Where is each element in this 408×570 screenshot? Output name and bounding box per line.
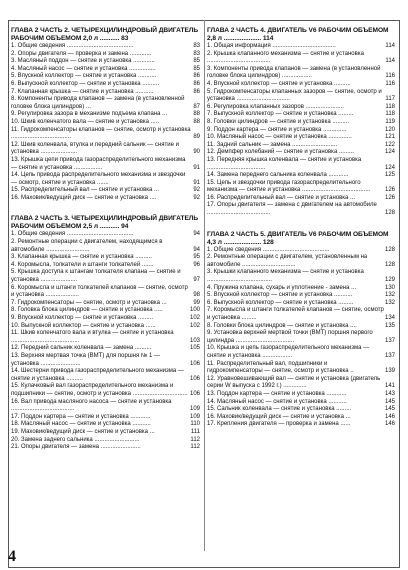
toc-entry-title: 11. Распределительный вал, подшипники и гидрокомпенсаторы — снятие, осмотр и установка .. xyxy=(207,360,354,375)
toc-entry-page: 137 xyxy=(384,352,395,359)
toc-entry-page: 106 xyxy=(189,360,200,367)
toc-entry-page: 111 xyxy=(190,428,200,435)
toc-entry-page: 128 xyxy=(384,261,395,268)
toc-entry[interactable] xyxy=(207,399,395,407)
section-title: ГЛАВА 2 ЧАСТЬ 3. ЧЕТЫРЕХЦИЛИНДРОВЫЙ ДВИГАТЕЛЬ РАБОЧИМ ОБЪЕМОМ 2,5 л ........... 94 xyxy=(11,215,199,231)
toc-entry-title: 7. Гидрокомпенсаторы — снятие, осмотр и установка ... xyxy=(11,299,167,306)
toc-entry-title: 7. Выпускной коллектор — снятие и установка ......... xyxy=(207,111,354,118)
toc-entry[interactable] xyxy=(11,58,200,66)
toc-entry-title: 10. Шкив коленчатого вала — снятие и установка ..... xyxy=(11,118,159,125)
toc-entry-title: 1. Общая информация ...................................... xyxy=(207,43,336,49)
toc-entry-page: 122 xyxy=(384,141,395,148)
toc-entry-page: 105 xyxy=(189,345,200,352)
toc-section xyxy=(11,27,200,202)
toc-entry-title: 9. Впускной коллектор — снятие и установка ......... xyxy=(11,315,154,321)
toc-entry-page: 121 xyxy=(384,134,395,141)
toc-entry-page: 89 xyxy=(193,134,200,141)
toc-entry-page: 92 xyxy=(193,187,200,194)
toc-entry-page: 109 xyxy=(189,406,200,413)
toc-entry-title: 12. Уравновешивающий вал — снятие и установка (двигатель серии W выпуска с 1992 г.) .............. xyxy=(207,375,381,390)
toc-entry-title: 14. Замена переднего сальника коленвала ............ xyxy=(207,172,349,179)
toc-entry[interactable] xyxy=(207,51,395,66)
toc-entry-title: 7. Клапанная крышка — снятие и установка ........... xyxy=(11,88,154,95)
toc-entry-title: 17. Крепления двигателя — проверка и замена ...... xyxy=(207,421,351,428)
toc-entry-page: 116 xyxy=(385,80,395,87)
toc-entry-title: 17. Поддон картера — снятие и установка ............ xyxy=(11,413,151,420)
toc-entry-page: 110 xyxy=(190,421,200,428)
toc-entry-title: 8. Головка блока цилиндров — снятие и установка ..... xyxy=(11,307,163,314)
toc-entry[interactable] xyxy=(207,292,395,300)
toc-entry-page: 96 xyxy=(193,261,200,268)
toc-entry-title: 2. Крышка клапанного механизма — снятие и установка ...................................... xyxy=(207,50,364,65)
toc-entry[interactable] xyxy=(207,81,395,89)
toc-entry[interactable] xyxy=(11,81,200,89)
toc-entry-page: 146 xyxy=(384,413,395,420)
toc-entry-page: 114 xyxy=(385,43,395,49)
toc-entry-page: 120 xyxy=(384,126,395,133)
toc-entry[interactable] xyxy=(11,330,200,345)
toc-entry[interactable] xyxy=(207,149,395,157)
toc-entry-title: 8. Компоненты привода клапанов — замена (в установленной головке блока цилиндров) ... xyxy=(11,96,185,110)
toc-entry-page: 118 xyxy=(385,111,395,118)
toc-entry-page: 124 xyxy=(384,164,395,171)
toc-entry[interactable] xyxy=(207,414,395,422)
toc-entry-title: 14. Шестерни привода газораспределительного механизма — снятие и установка .......... xyxy=(11,368,184,382)
toc-entry[interactable] xyxy=(207,134,395,142)
toc-entry-page: 97 xyxy=(193,277,200,284)
toc-entry-title: 10. Выпускной коллектор — снятие и установка ...... xyxy=(11,322,156,329)
toc-entry[interactable] xyxy=(207,119,395,127)
toc-entry[interactable] xyxy=(11,307,200,315)
toc-entry-title: 10. Масляный насос — снятие и установка .............. xyxy=(207,134,352,141)
toc-entry-page: 102 xyxy=(189,322,200,329)
toc-entry-page: 103 xyxy=(189,337,200,344)
toc-entry-title: 11. Задний сальник — замена ........................... xyxy=(207,141,338,148)
toc-entry-page: 95 xyxy=(193,254,200,261)
toc-entry-title: 4. Масляный насос — снятие и установка ................ xyxy=(11,65,156,72)
toc-entry[interactable] xyxy=(207,421,395,429)
toc-entry[interactable] xyxy=(11,323,200,331)
toc-entry-page: 94 xyxy=(193,246,200,253)
toc-entry-page: 88 xyxy=(193,111,200,118)
toc-entry-page: 83 xyxy=(193,43,200,49)
toc-entry-title: 13. Поддон картера — снятие и установка ............ xyxy=(207,390,347,397)
toc-entry[interactable] xyxy=(207,307,395,322)
toc-entry-page: 137 xyxy=(384,337,395,344)
toc-entry-title: 19. Маховик/ведущий диск — снятие и установка ... xyxy=(11,428,155,435)
toc-entry[interactable] xyxy=(207,66,395,81)
toc-entry-title: 6. Регулировка клапанных зазоров ....................... xyxy=(207,103,344,110)
toc-entry-page: 112 xyxy=(190,444,200,451)
toc-entry-page: 87 xyxy=(193,103,200,110)
toc-entry-title: 2. Ремонтные операции с двигателем, находящимся в автомобиле .......................... xyxy=(11,239,163,253)
page-number: 4 xyxy=(8,548,16,565)
toc-entry-page: 88 xyxy=(193,118,200,125)
toc-entry[interactable] xyxy=(11,111,200,119)
toc-entry-page: 135 xyxy=(384,322,395,329)
toc-entry[interactable] xyxy=(207,43,395,51)
toc-entry-title: 1. Общие сведения ........................................ xyxy=(207,246,330,253)
toc-entry-title: 13. Крышка цепи привода газораспределительного механизма — снятие и установка ................. xyxy=(11,156,186,171)
toc-entry-page: 83 xyxy=(193,50,200,57)
toc-entry[interactable] xyxy=(11,187,200,195)
toc-entry-page: 145 xyxy=(384,406,395,413)
toc-entry[interactable] xyxy=(207,361,395,376)
toc-entry-page: 94 xyxy=(193,231,200,238)
toc-section xyxy=(11,215,200,451)
toc-entry-title: 1. Общие сведения ........................................ xyxy=(11,43,134,49)
toc-entry-title: 9. Поддон картера — снятие и установка .............. xyxy=(207,126,347,133)
toc-entry[interactable] xyxy=(207,172,395,180)
toc-entry[interactable] xyxy=(11,353,200,368)
toc-entry-title: 16. Маховик/ведущий диск — снятие и установка ... xyxy=(207,413,351,420)
toc-entry-title: 3. Клапанная крышка — снятие и установка .......... xyxy=(11,254,152,261)
toc-entry-title: 14. Масляный насос — снятие и установка ........... xyxy=(207,398,347,405)
toc-entry-title: 11. Гидрокомпенсаторы клапанов — снятие, осмотр и установка .................................... xyxy=(11,126,191,141)
toc-entry-title: 21. Опоры двигателя — замена ........................ xyxy=(11,444,141,451)
toc-entry[interactable] xyxy=(11,421,200,429)
toc-entry[interactable] xyxy=(207,195,395,203)
toc-entry-page: 106 xyxy=(189,375,200,382)
toc-entry-page: 128 xyxy=(384,246,395,253)
toc-entry-title: 15. Кулачковый вал газораспределительного механизма и подшипники — снятие, осмотр и установка ................................. xyxy=(11,383,188,397)
toc-entry-page: 124 xyxy=(384,149,395,156)
toc-entry[interactable] xyxy=(11,383,200,398)
toc-entry-title: 8. Головки цилиндров — снятие и установка .......... xyxy=(207,118,350,125)
toc-entry-page: 99 xyxy=(193,299,200,306)
toc-entry-page: 125 xyxy=(384,172,395,179)
toc-entry-page: 91 xyxy=(193,164,200,171)
column-divider xyxy=(204,20,205,551)
toc-entry-title: 12. Демпфер колебаний — снятие и установка ......... xyxy=(207,149,354,156)
toc-entry[interactable] xyxy=(11,254,200,262)
toc-entry-page: 91 xyxy=(193,179,200,186)
toc-entry-title: 15. Распределительный вал — снятие и установка ... xyxy=(11,187,160,194)
toc-entry-page: 114 xyxy=(385,58,395,65)
toc-entry-page: 85 xyxy=(193,65,200,72)
toc-entry[interactable] xyxy=(11,157,200,172)
toc-entry-title: 14. Цепь привода распределительного механизма и звездочки — осмотр, снятие и установка ....... xyxy=(11,172,186,186)
toc-entry-title: 3. Масляный поддон — снятие и установка ............. xyxy=(11,58,155,65)
toc-entry[interactable] xyxy=(11,43,200,51)
toc-entry[interactable] xyxy=(207,157,395,172)
toc-entry-page: 143 xyxy=(384,390,395,397)
toc-entry-page: 139 xyxy=(384,368,395,375)
toc-entry-page: 119 xyxy=(385,118,395,125)
toc-entry-title: 16. Маховик/ведущий диск — снятие и установка .... xyxy=(11,194,157,201)
toc-entry-title: 16. Вал привода масляного насоса — снятие и установка ...................................... xyxy=(11,398,172,413)
toc-entry[interactable] xyxy=(11,119,200,127)
toc-entry-title: 12. Передний сальник коленвала — замена .......... xyxy=(11,345,152,352)
toc-entry[interactable] xyxy=(11,269,200,284)
toc-entry-page: 146 xyxy=(384,421,395,428)
toc-entry-title: 6. Выпускной коллектор — снятие и установка ......... xyxy=(207,299,354,306)
toc-entry-title: 1. Общие сведения ........................................ xyxy=(11,231,134,238)
toc-entry[interactable] xyxy=(11,73,200,81)
toc-entry-title: 3. Крышки клапанного механизма — снятие и установка ....................................... xyxy=(207,269,364,284)
toc-entry[interactable] xyxy=(11,172,200,187)
toc-entry-title: 9. Регулировка зазора в механизме подъема клапана ... xyxy=(11,111,168,118)
toc-section xyxy=(207,231,395,429)
toc-entry-page: 128 xyxy=(384,210,395,217)
toc-entry-page: 126 xyxy=(384,194,395,201)
toc-entry[interactable] xyxy=(11,285,200,300)
toc-entry[interactable] xyxy=(11,345,200,353)
toc-entry-page: 129 xyxy=(384,277,395,284)
toc-entry-page: 117 xyxy=(385,96,395,103)
toc-entry[interactable] xyxy=(207,391,395,399)
toc-entry[interactable] xyxy=(207,180,395,195)
toc-section xyxy=(207,27,395,218)
toc-entry[interactable] xyxy=(207,254,395,269)
toc-entry[interactable] xyxy=(11,315,200,323)
toc-entry[interactable] xyxy=(11,262,200,270)
toc-entry-title: 5. Впускной коллектор — снятие и установка ........... xyxy=(11,73,157,80)
toc-entry-page: 112 xyxy=(190,436,200,443)
toc-entry-title: 15. Цепь и звездочки привода газораспределительного механизма — снятие и установка ......................................... xyxy=(207,179,371,194)
toc-entry-title: 4. Коромысла, толкатели и штанги толкателей ....... xyxy=(11,261,154,268)
toc-entry-title: 16. Распределительный вал — снятие и установка ... xyxy=(207,194,356,201)
toc-entry[interactable] xyxy=(11,444,200,452)
toc-entry[interactable] xyxy=(207,345,395,360)
toc-entry[interactable] xyxy=(11,195,200,203)
toc-entry-title: 2. Опоры двигателя — проверка и замена ............. xyxy=(11,50,152,57)
toc-entry-title: 5. Крышка доступа к штангам толкателя клапана — снятие и установка ...................... xyxy=(11,269,181,284)
toc-entry[interactable] xyxy=(11,368,200,383)
toc-entry-page: 134 xyxy=(384,315,395,321)
toc-entry-title: 2. Ремонтные операции с двигателем, установленным на автомобиле ................................ xyxy=(207,254,368,268)
toc-entry[interactable] xyxy=(11,231,200,239)
toc-entry[interactable] xyxy=(207,127,395,135)
toc-entry-page: 86 xyxy=(193,73,200,80)
toc-entry[interactable] xyxy=(207,89,395,104)
section-title: ГЛАВА 2 ЧАСТЬ 2. ЧЕТЫРЕХЦИЛИНДРОВЫЙ ДВИГАТЕЛЬ РАБОЧИМ ОБЪЕМОМ 2,0 л ........... 83 xyxy=(11,27,199,42)
toc-entry[interactable] xyxy=(11,96,200,111)
toc-entry[interactable] xyxy=(207,247,395,255)
toc-entry-title: 7. Коромысла и штанги толкателей клапанов — снятие, осмотр и установка ......... xyxy=(207,307,384,321)
toc-entry-page: 98 xyxy=(193,292,200,299)
toc-entry-page: 145 xyxy=(384,398,395,405)
section-title: ГЛАВА 2 ЧАСТЬ 4. ДВИГАТЕЛЬ V6 РАБОЧИМ ОБЪЕМОМ 2,8 л ..................... 114 xyxy=(207,27,389,42)
toc-entry-page: 118 xyxy=(385,103,395,110)
toc-entry[interactable] xyxy=(207,202,395,217)
toc-entry-page: 92 xyxy=(193,194,200,201)
toc-entry-page: 86 xyxy=(193,88,200,95)
toc-entry-page: 85 xyxy=(193,58,200,65)
toc-entry-title: 4. Пружина клапана, сухарь и уплотнение - замена ... xyxy=(207,284,357,291)
toc-entry-page: 141 xyxy=(384,383,395,390)
toc-right-column xyxy=(207,27,395,429)
toc-entry-title: 10. Крышка и цепь газораспределительного механизма — снятие и установка .................. xyxy=(207,345,370,359)
toc-entry[interactable] xyxy=(207,111,395,119)
toc-entry-title: 17. Опоры двигателя — замена с двигателем на автомобиле ...................................... xyxy=(207,202,377,217)
toc-entry-title: 6. Коромысла и штанги толкателей клапанов — снятие, осмотр и установка .................... xyxy=(11,284,188,299)
toc-entry-page: 126 xyxy=(384,187,395,194)
toc-entry-page: 106 xyxy=(189,390,200,397)
toc-entry-page: 102 xyxy=(189,315,200,321)
toc-entry-title: 5. Гидрокомпенсаторы клапанных зазоров — снятие, осмотр и установка ................................ xyxy=(207,88,382,103)
toc-entry-title: 13. Верхняя мертвая точка (ВМТ) для поршня № 1 — установка ........................ xyxy=(11,352,160,367)
toc-entry-title: 4. Впускной коллектор — снятие и установка .......... xyxy=(207,80,351,87)
toc-entry-title: 13. Передняя крышка коленвала — снятие и установка ................................... xyxy=(207,156,362,171)
toc-entry-page: 130 xyxy=(384,284,395,291)
toc-entry-title: 8. Головки блока цилиндров — снятие и установка .... xyxy=(207,322,357,329)
toc-entry-page: 90 xyxy=(193,149,200,156)
toc-entry-title: 20. Замена заднего сальника ........................... xyxy=(11,436,140,443)
toc-entry-title: 9. Установка верхней мертвой точки (ВМТ) поршня первого цилиндра ................................... xyxy=(207,330,373,344)
toc-entry-page: 116 xyxy=(385,73,395,80)
toc-entry-title: 18. Масляный насос — снятие и установка ........... xyxy=(11,421,151,428)
toc-entry[interactable] xyxy=(207,376,395,391)
toc-entry[interactable] xyxy=(207,330,395,345)
toc-entry-page: 132 xyxy=(384,292,395,299)
toc-entry-title: 6. Выпускной коллектор — снятие и установка .......... xyxy=(11,80,159,87)
toc-entry-title: 3. Компоненты привода клапанов — замена (в установленной головке блока цилиндров) .................. xyxy=(207,65,381,80)
toc-entry-page: 109 xyxy=(189,413,200,420)
toc-entry[interactable] xyxy=(11,399,200,414)
toc-entry[interactable] xyxy=(11,437,200,445)
toc-entry[interactable] xyxy=(11,300,200,308)
toc-left-column xyxy=(11,27,200,452)
toc-entry[interactable] xyxy=(11,127,200,142)
toc-entry[interactable] xyxy=(11,429,200,437)
toc-entry-title: 11. Шкив коленчатого вала и втулка — снятие и установка ......................................... xyxy=(11,330,174,344)
toc-entry[interactable] xyxy=(11,239,200,254)
toc-entry[interactable] xyxy=(207,269,395,284)
toc-entry[interactable] xyxy=(11,142,200,157)
toc-entry-title: 15. Сальник коленвала — снятие и установка ......... xyxy=(207,406,352,413)
toc-entry-page: 132 xyxy=(384,299,395,306)
toc-entry-title: 5. Впускной коллектор — снятие и установка ........... xyxy=(207,292,353,299)
toc-entry-page: 86 xyxy=(193,80,200,87)
section-title: ГЛАВА 2 ЧАСТЬ 5. ДВИГАТЕЛЬ V6 РАБОЧИМ ОБЪЕМОМ 4,3 л ..................... 128 xyxy=(207,230,389,246)
toc-entry[interactable] xyxy=(207,406,395,414)
toc-entry-page: 100 xyxy=(189,307,200,314)
toc-entry-title: 12. Шкив коленвала, втулка и передний сальник — снятие и установка ...................... xyxy=(11,141,179,156)
